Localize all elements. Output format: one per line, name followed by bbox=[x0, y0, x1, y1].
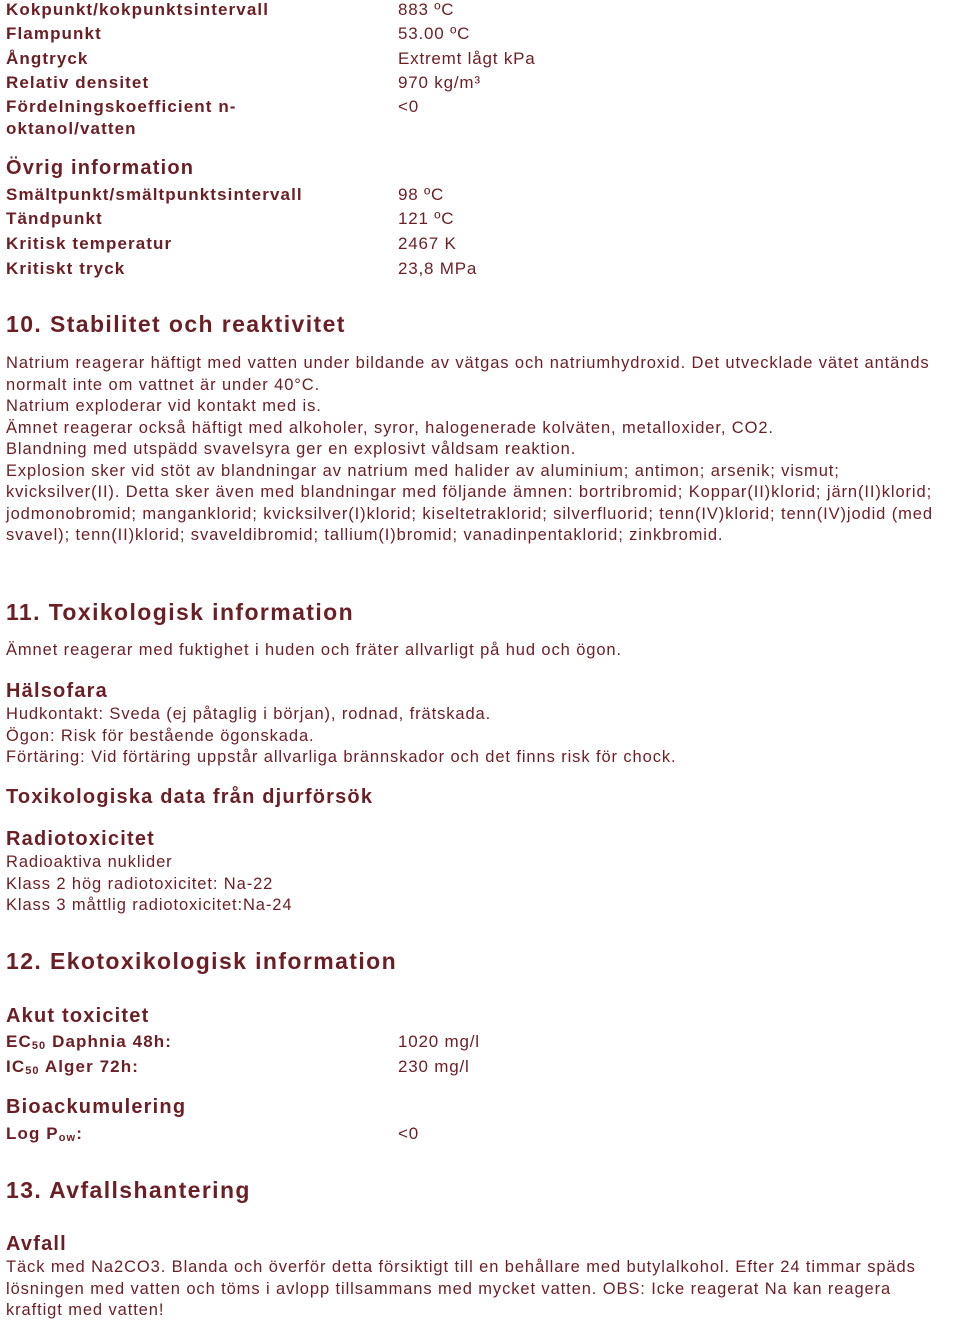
acute-row-label: $EC_{50}$ Daphnia 48h: bbox=[6, 1032, 173, 1052]
property-label: Kritiskt tryck bbox=[6, 259, 126, 278]
list-item: Klass 2 hög radiotoxicitet: Na-22 bbox=[6, 874, 274, 893]
list-item: Ögon: Risk för bestående ögonskada. bbox=[6, 726, 315, 745]
list-item: Klass 3 måttlig radiotoxicitet:Na-24 bbox=[6, 896, 293, 914]
property-value: 53.00 ºC bbox=[398, 24, 471, 43]
log-pow-value: <0 bbox=[398, 1124, 419, 1143]
health-heading: Hälsofara bbox=[6, 680, 108, 702]
property-label: Flampunkt bbox=[6, 24, 102, 43]
property-value: 98 ºC bbox=[398, 185, 445, 204]
list-item: Hudkontakt: Sveda (ej påtaglig i början), rodnad, frätskada. bbox=[6, 705, 492, 723]
property-label: oktanol/vatten bbox=[6, 119, 137, 138]
property-value: 970 kg/m³ bbox=[398, 73, 481, 92]
radio-heading: Radiotoxicitet bbox=[6, 828, 156, 850]
property-label: Fördelningskoefficient n- bbox=[6, 97, 237, 116]
property-label: Kokpunkt/kokpunktsintervall bbox=[6, 0, 270, 19]
property-label: Kritisk temperatur bbox=[6, 234, 173, 253]
paragraph: Natrium reagerar häftigt med vatten under bildande av vätgas och natriumhydroxid. Det utvecklade vätet antänds normalt inte om vattnet är under 40°C. bbox=[6, 354, 930, 394]
list-item: Förtäring: Vid förtäring uppstår allvarliga brännskador och det finns risk för chock. bbox=[6, 748, 677, 766]
property-value: <0 bbox=[398, 97, 419, 116]
health-list bbox=[6, 704, 951, 769]
section-11-heading: 11. Toxikologisk information bbox=[6, 599, 355, 625]
other-info-heading: Övrig information bbox=[6, 157, 195, 179]
property-value: Extremt lågt kPa bbox=[398, 49, 536, 68]
bioaccumulation-heading: Bioackumulering bbox=[6, 1096, 187, 1118]
section-13-heading: 13. Avfallshantering bbox=[6, 1177, 251, 1203]
acute-row-label: $IC_{50}$ Alger 72h: bbox=[6, 1057, 139, 1077]
property-label: Ångtryck bbox=[6, 49, 89, 68]
property-label: Smältpunkt/smältpunktsintervall bbox=[6, 185, 303, 204]
property-value: 883 ºC bbox=[398, 0, 455, 19]
section-10-heading: 10. Stabilitet och reaktivitet bbox=[6, 311, 346, 337]
paragraph: Ämnet reagerar också häftigt med alkoholer, syror, halogenerade kolväten, metalloxider, CO2. bbox=[6, 418, 774, 437]
radio-list bbox=[6, 852, 951, 917]
property-value: 2467 K bbox=[398, 234, 457, 253]
property-value: 23,8 MPa bbox=[398, 259, 478, 278]
list-item: Radioaktiva nuklider bbox=[6, 853, 173, 871]
log-pow-label: Log $P_{ow}$: bbox=[6, 1124, 83, 1144]
animal-data-heading: Toxikologiska data från djurförsök bbox=[6, 786, 374, 808]
paragraph: Explosion sker vid stöt av blandningar av natrium med halider av aluminium; antimon; arsenik; vismut; kvicksilver(II). Detta sker även med blandningar med följande ämnen: bortribromid; Koppar(II)klorid; järn(II)klorid; jodmonobromid; manganklorid; kvicksilver(I)klorid; kiseltetraklorid; silverfluorid; tenn(IV)klorid; tenn(IV)jodid (med svavel); tenn(II)klorid; svaveldibromid; tallium(I)bromid; vanadinpentaklorid; zinkbromid. bbox=[6, 461, 933, 544]
acute-row-value: 230 mg/l bbox=[398, 1057, 470, 1076]
acute-row-value: 1020 mg/l bbox=[398, 1032, 480, 1051]
paragraph: Natrium exploderar vid kontakt med is. bbox=[6, 397, 322, 415]
property-value: 121 ºC bbox=[398, 209, 455, 228]
waste-text: Täck med Na2CO3. Blanda och överför detta försiktigt till en behållare med butylalkohol. Efter 24 timmar späds lösningen med vatten och töms i avlopp tillsammans med mycket vatten. OBS: Icke reagerat Na kan reagera kraftigt med vatten! bbox=[6, 1258, 916, 1319]
property-label: Relativ densitet bbox=[6, 73, 150, 92]
waste-heading: Avfall bbox=[6, 1233, 67, 1255]
section-12-heading: 12. Ekotoxikologisk information bbox=[6, 948, 398, 974]
paragraph: Blandning med utspädd svavelsyra ger en explosivt våldsam reaktion. bbox=[6, 440, 577, 458]
section-10-body bbox=[6, 353, 951, 547]
section-11-intro: Ämnet reagerar med fuktighet i huden och fräter allvarligt på hud och ögon. bbox=[6, 641, 622, 659]
property-label: Tändpunkt bbox=[6, 209, 103, 228]
acute-toxicity-heading: Akut toxicitet bbox=[6, 1005, 150, 1027]
